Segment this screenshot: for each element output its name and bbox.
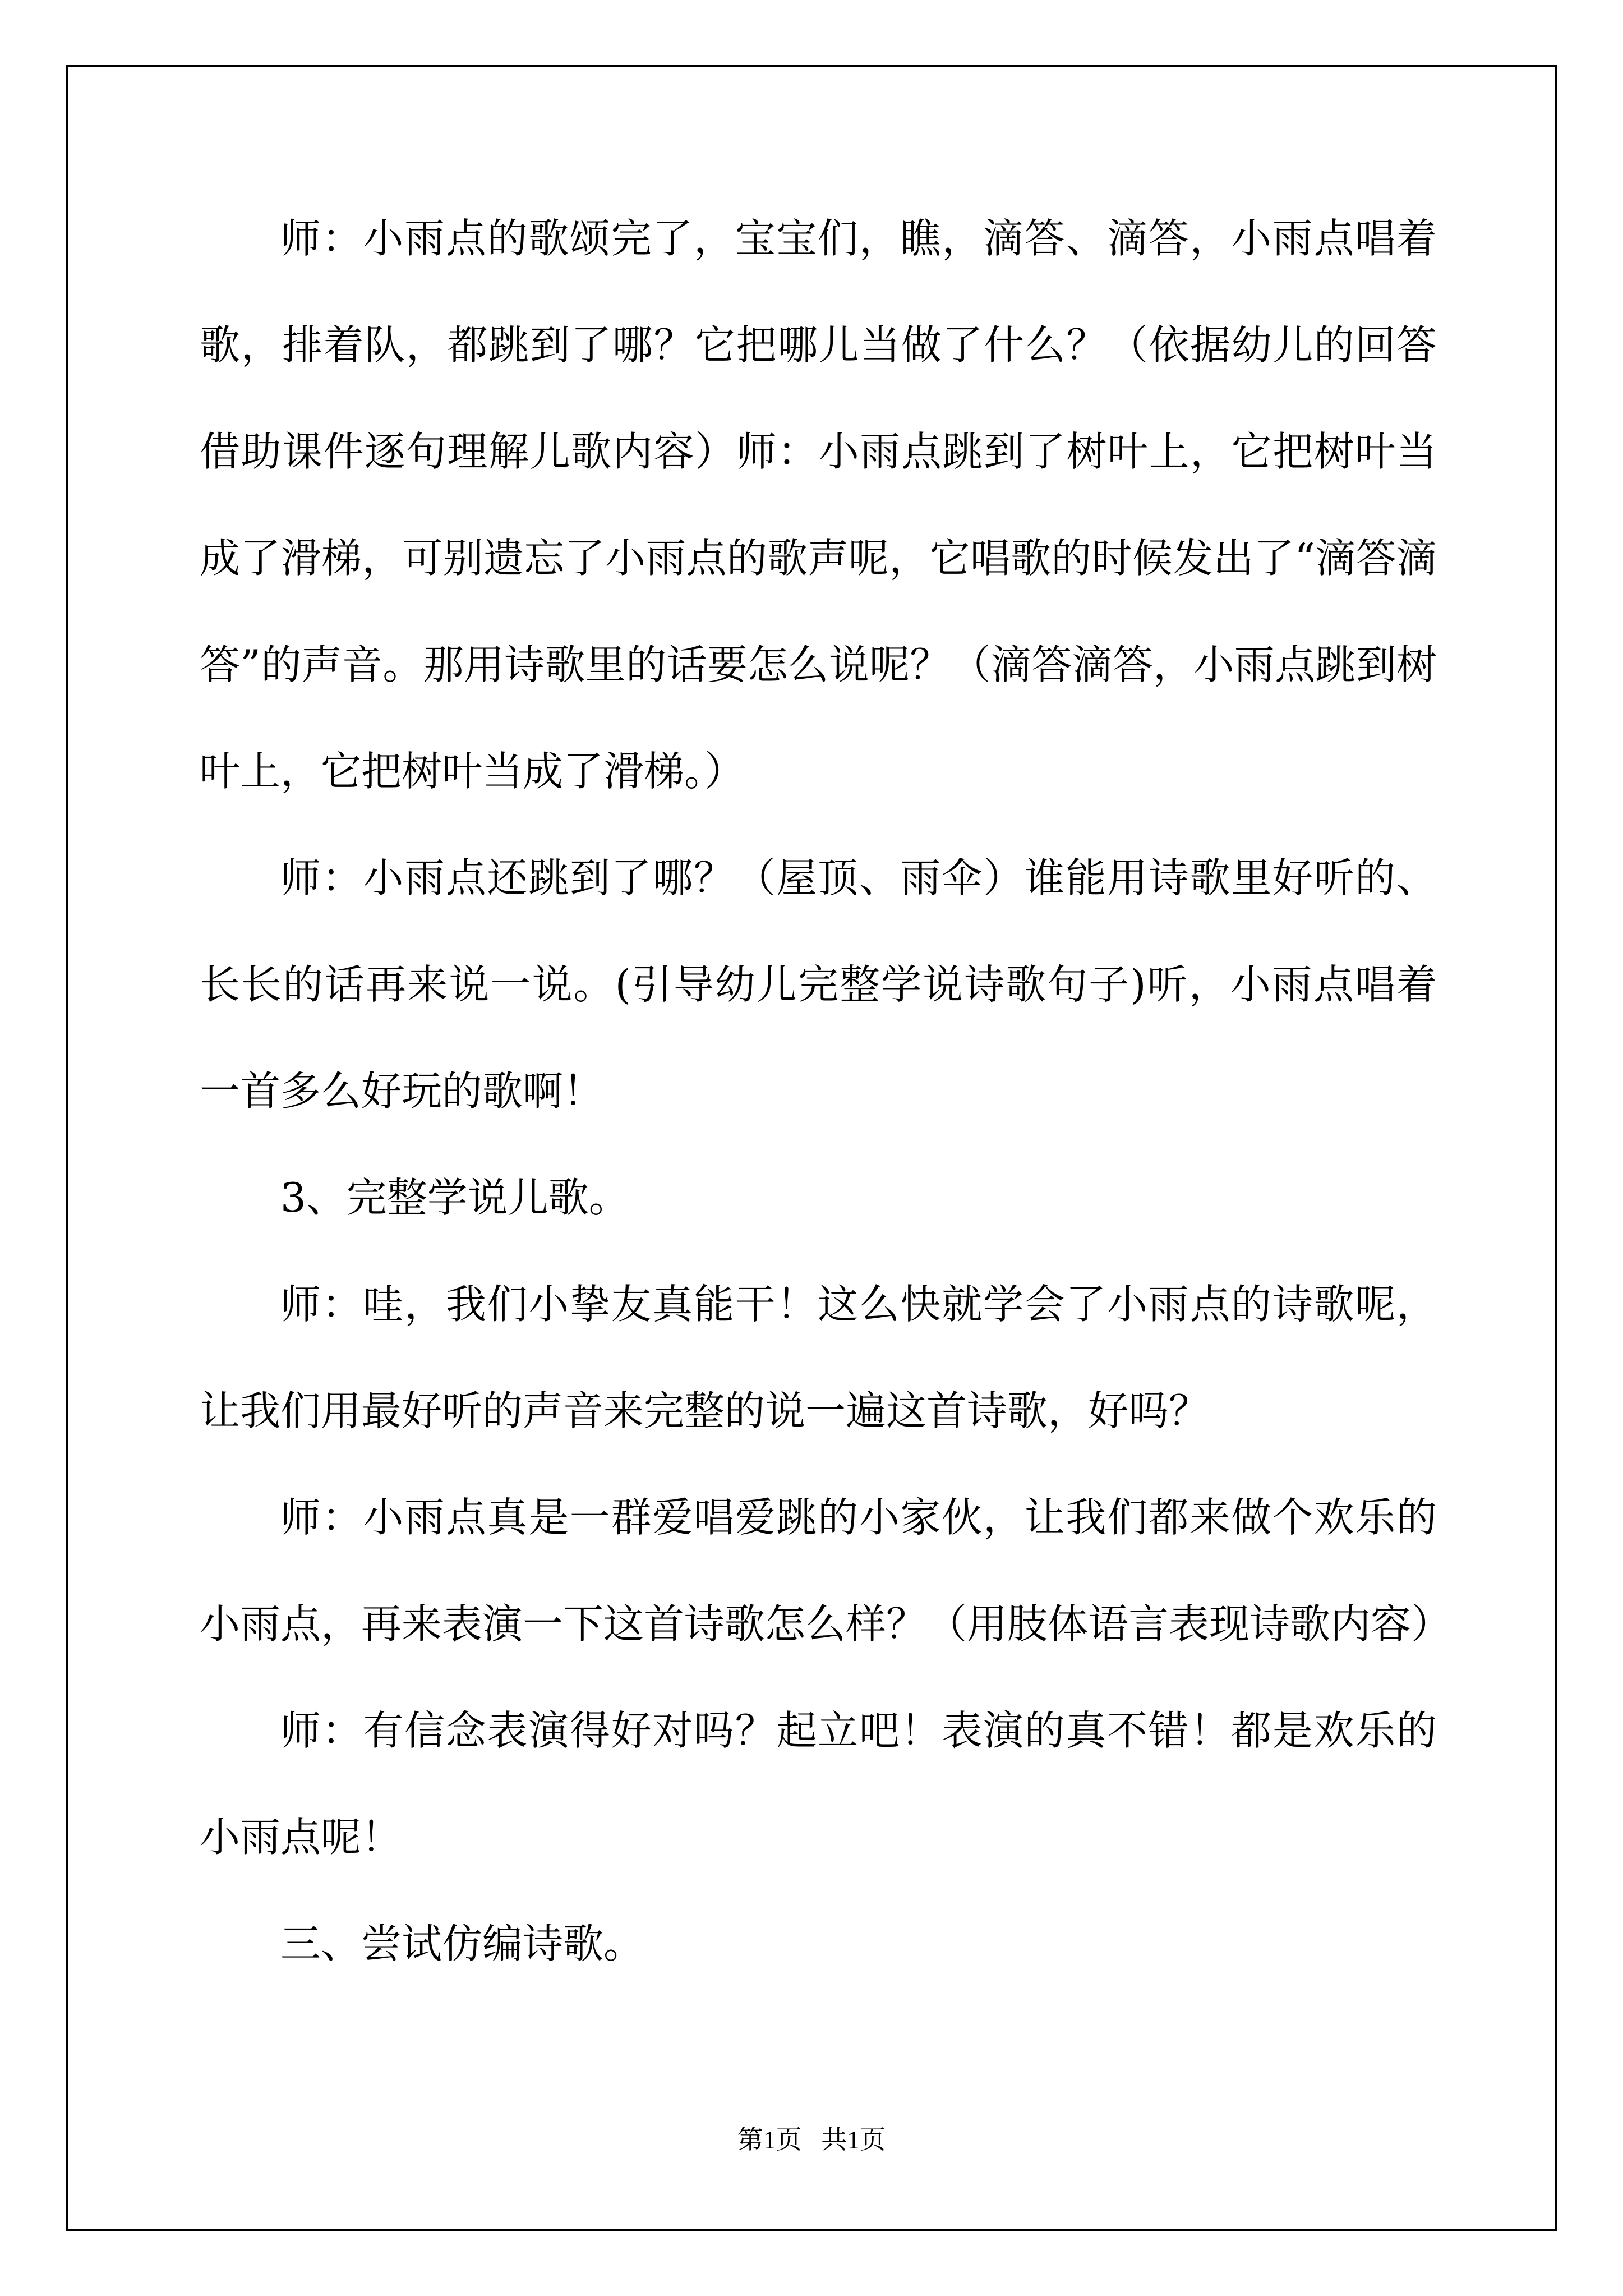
paragraph-7: 三、尝试仿编诗歌。 [280, 1920, 644, 1967]
page-number-footer: 第1页 共1页 [737, 2125, 886, 2154]
paragraph-2: 师：小雨点还跳到了哪？（屋顶、雨伞）谁能用诗歌里好听的、长长的话再来说一说。(引导幼儿完整学说诗歌句子)听，小雨点唱着一首多么好玩的歌啊！ [200, 854, 1437, 1115]
paragraph-3: 3、完整学说儿歌。 [280, 1174, 629, 1221]
paragraph-1: 师：小雨点的歌颂完了，宝宝们，瞧，滴答、滴答，小雨点唱着歌，排着队，都跳到了哪？它把哪儿当做了什么？（依据幼儿的回答借助课件逐句理解儿歌内容）师：小雨点跳到了树叶上，它把树叶当成了滑梯，可别遗忘了小雨点的歌声呢，它唱歌的时候发出了“滴答滴答”的声音。那用诗歌里的话要怎么说呢？（滴答滴答，小雨点跳到树叶上，它把树叶当成了滑梯。） [200, 215, 1437, 795]
paragraph-4: 师：哇，我们小挚友真能干！这么快就学会了小雨点的诗歌呢，让我们用最好听的声音来完整的说一遍这首诗歌，好吗？ [200, 1281, 1437, 1434]
document-body [200, 185, 1452, 1997]
paragraph-6: 师：有信念表演得好对吗？起立吧！表演的真不错！都是欢乐的小雨点呢！ [200, 1707, 1437, 1861]
paragraph-5: 师：小雨点真是一群爱唱爱跳的小家伙，让我们都来做个欢乐的小雨点，再来表演一下这首诗歌怎么样？（用肢体语言表现诗歌内容） [200, 1494, 1452, 1648]
